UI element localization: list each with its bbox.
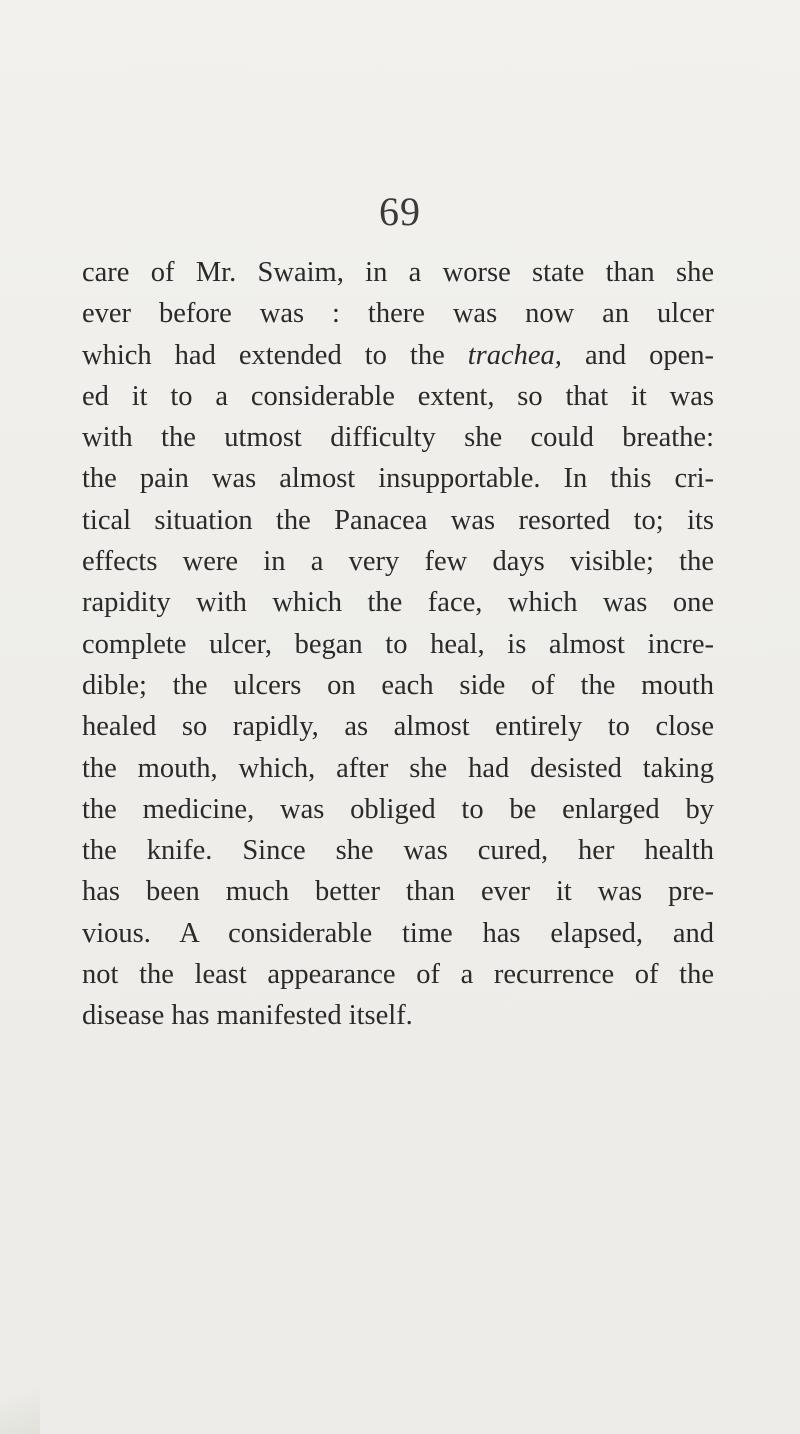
text-line: ed it to a considerable extent, so that it was bbox=[82, 380, 714, 412]
text-line: has been much better than ever it was pre- bbox=[82, 876, 714, 908]
text-line: effects were in a very few days visible; the bbox=[82, 546, 714, 578]
text-line: the knife. Since she was cured, her health bbox=[82, 835, 714, 867]
text-line: rapidity with which the face, which was one bbox=[82, 587, 714, 619]
text-line: not the least appearance of a recurrence of the bbox=[82, 959, 714, 991]
page-number: 69 bbox=[379, 189, 421, 234]
text-line: healed so rapidly, as almost entirely to close bbox=[82, 711, 714, 743]
text-line: complete ulcer, began to heal, is almost incre- bbox=[82, 628, 714, 660]
page-corner-shading bbox=[0, 1364, 40, 1434]
text-line: the pain was almost insupportable. In this cri- bbox=[82, 463, 714, 495]
text-line: dible; the ulcers on each side of the mouth bbox=[82, 669, 714, 701]
text-line: disease has manifested itself. bbox=[82, 1000, 413, 1032]
text-line: ever before was : there was now an ulcer bbox=[82, 298, 714, 330]
text-line: care of Mr. Swaim, in a worse state than she bbox=[82, 257, 714, 288]
text-line: with the utmost difficulty she could breathe: bbox=[82, 422, 714, 454]
text-line-part: and open- bbox=[561, 339, 714, 371]
text-line: the mouth, which, after she had desisted taking bbox=[82, 752, 714, 784]
text-line bbox=[82, 335, 714, 376]
text-line: the medicine, was obliged to be enlarged by bbox=[82, 793, 714, 825]
text-line: tical situation the Panacea was resorted to; its bbox=[82, 504, 714, 536]
italic-term: trachea, bbox=[467, 339, 562, 371]
text-line: vious. A considerable time has elapsed, and bbox=[82, 917, 714, 949]
body-text bbox=[82, 252, 714, 1037]
text-line-part: which had extended to the bbox=[82, 339, 468, 371]
